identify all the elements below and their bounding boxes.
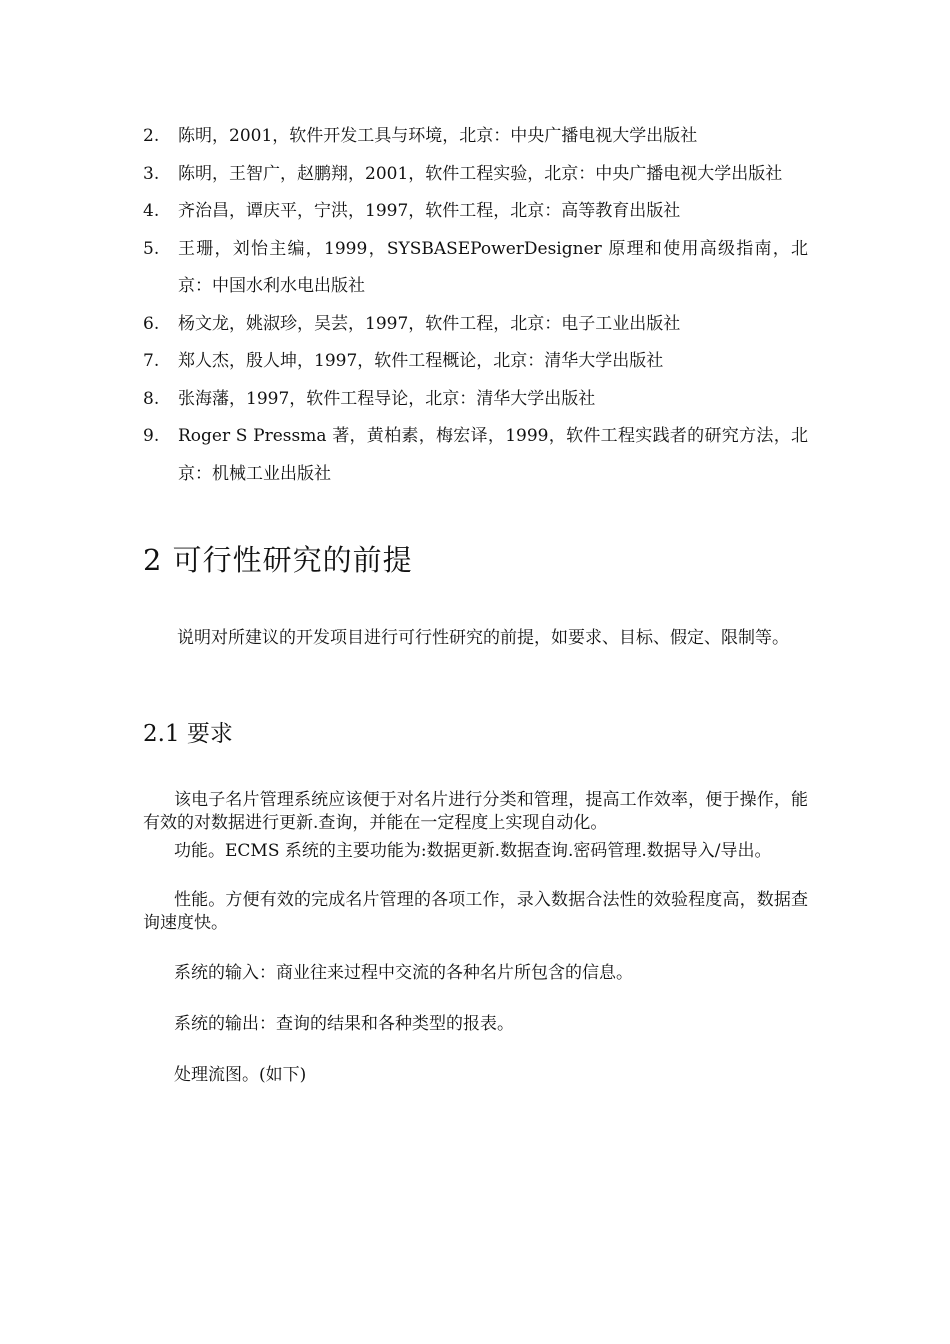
reference-text: 杨文龙，姚淑珍，吴芸，1997，软件工程，北京：电子工业出版社 bbox=[178, 313, 681, 334]
reference-text: 齐治昌，谭庆平，宁洪，1997，软件工程，北京：高等教育出版社 bbox=[178, 201, 681, 221]
reference-number: 6. bbox=[143, 313, 160, 334]
reference-item bbox=[143, 343, 808, 381]
reference-item bbox=[143, 306, 808, 344]
reference-item bbox=[143, 418, 808, 493]
reference-number: 7. bbox=[143, 351, 160, 371]
reference-list bbox=[143, 118, 808, 493]
performance-paragraph: 性能。方便有效的完成名片管理的各项工作，录入数据合法性的效验程度高，数据查询速度快。 bbox=[143, 890, 808, 933]
subsection-heading: 2.1 要求 bbox=[143, 721, 233, 747]
section-heading: 2 可行性研究的前提 bbox=[143, 543, 413, 577]
reference-number: 2. bbox=[143, 126, 160, 146]
reference-number: 5. bbox=[143, 238, 160, 259]
reference-item bbox=[143, 193, 808, 231]
reference-text: 陈明，王智广，赵鹏翔，2001，软件工程实验，北京：中央广播电视大学出版社 bbox=[178, 163, 783, 184]
function-paragraph: 功能。ECMS 系统的主要功能为:数据更新.数据查询.密码管理.数据导入/导出。 bbox=[174, 841, 772, 861]
reference-number: 9. bbox=[143, 426, 160, 446]
reference-number: 8. bbox=[143, 388, 160, 409]
reference-text: 郑人杰，殷人坤，1997，软件工程概论，北京：清华大学出版社 bbox=[178, 351, 664, 371]
reference-item bbox=[143, 156, 808, 194]
system-output-text: 系统的输出：查询的结果和各种类型的报表。 bbox=[174, 1014, 514, 1034]
reference-text: Roger S Pressma 著，黄柏素，梅宏译，1999，软件工程实践者的研究方法，北京：机械工业出版社 bbox=[178, 426, 808, 484]
section-intro-paragraph: 说明对所建议的开发项目进行可行性研究的前提，如要求、目标、假定、限制等。 bbox=[177, 628, 789, 648]
reference-number: 3. bbox=[143, 163, 160, 184]
process-flow-text: 处理流图。(如下) bbox=[174, 1065, 307, 1085]
reference-text: 张海藩，1997，软件工程导论，北京：清华大学出版社 bbox=[178, 388, 596, 409]
reference-item bbox=[143, 381, 808, 419]
reference-item bbox=[143, 118, 808, 156]
reference-text: 王珊，刘怡主编，1999，SYSBASEPowerDesigner 原理和使用高级指南，北京：中国水利水电出版社 bbox=[178, 238, 808, 296]
reference-text: 陈明，2001，软件开发工具与环境，北京：中央广播电视大学出版社 bbox=[178, 126, 698, 146]
reference-number: 4. bbox=[143, 201, 160, 221]
reference-item bbox=[143, 231, 808, 306]
requirements-paragraph: 该电子名片管理系统应该便于对名片进行分类和管理，提高工作效率，便于操作，能有效的对数据进行更新.查询，并能在一定程度上实现自动化。 bbox=[143, 790, 808, 833]
system-input-text: 系统的输入：商业往来过程中交流的各种名片所包含的信息。 bbox=[174, 963, 633, 983]
